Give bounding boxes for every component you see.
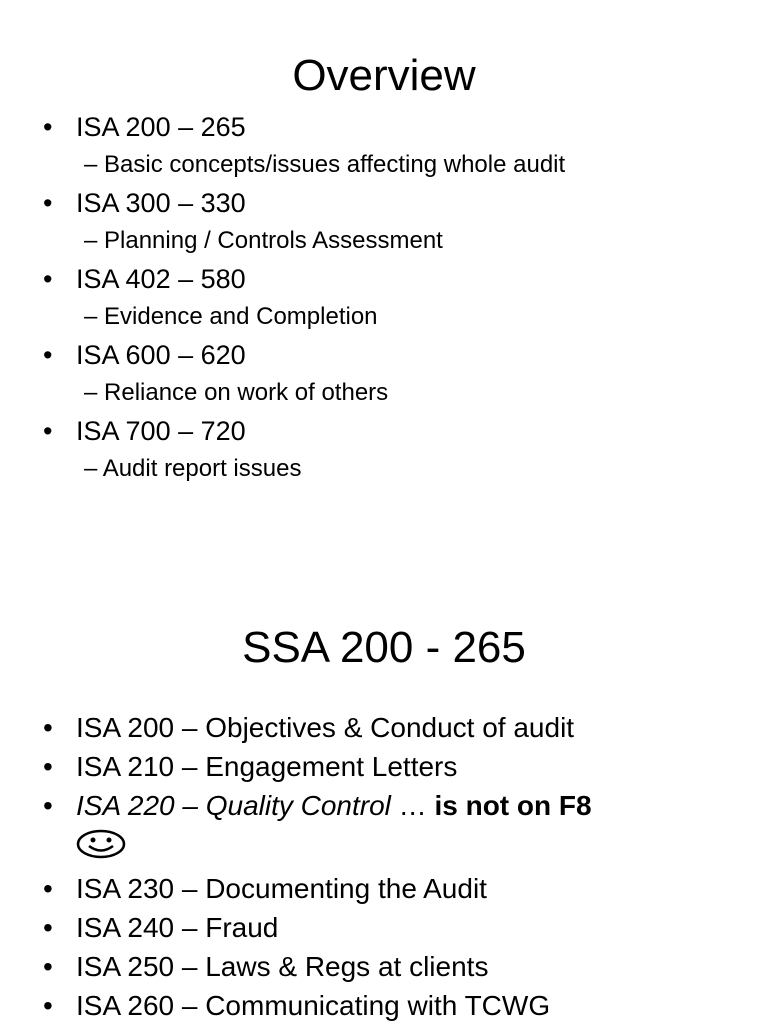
bullet-icon: • <box>43 112 53 142</box>
bullet-item <box>0 336 565 374</box>
list-item <box>0 986 592 1025</box>
list-item <box>0 786 592 869</box>
slide-title: Overview <box>292 51 476 100</box>
bullet-label: ISA 250 – Laws & Regs at clients <box>76 951 489 982</box>
bullet-label-ellipsis: … <box>390 790 435 821</box>
slide-overview <box>0 0 768 512</box>
bullet-item <box>0 412 565 450</box>
bullet-icon: • <box>43 416 53 446</box>
list-item <box>0 908 592 947</box>
bullet-icon: • <box>43 790 53 821</box>
slide-title: SSA 200 - 265 <box>242 623 526 672</box>
bullet-icon: • <box>43 912 53 943</box>
bullet-item <box>0 184 565 222</box>
bullet-label: ISA 402 – 580 <box>76 264 246 294</box>
bullet-label: ISA 600 – 620 <box>76 340 246 370</box>
bullet-label-bold: is not on F8 <box>434 790 592 821</box>
list-item <box>0 184 565 260</box>
bullet-icon: • <box>43 990 53 1021</box>
bullet-icon: • <box>43 188 53 218</box>
sub-bullet-item: – Evidence and Completion <box>84 303 378 330</box>
sub-bullet-item: – Audit report issues <box>84 455 302 482</box>
bullet-list <box>0 108 565 488</box>
list-item <box>0 747 592 786</box>
bullet-icon: • <box>43 873 53 904</box>
list-item <box>0 336 565 412</box>
list-item <box>0 260 565 336</box>
bullet-label: ISA 240 – Fraud <box>76 912 279 943</box>
slide-ssa-200-265 <box>0 512 768 1024</box>
bullet-list <box>0 708 592 1025</box>
bullet-icon: • <box>43 712 53 743</box>
bullet-label: ISA 200 – 265 <box>76 112 246 142</box>
sub-bullet-item: – Planning / Controls Assessment <box>84 227 443 254</box>
bullet-label: ISA 230 – Documenting the Audit <box>76 873 487 904</box>
smiley-face-icon <box>76 829 126 859</box>
bullet-item <box>0 260 565 298</box>
bullet-icon: • <box>43 751 53 782</box>
list-item <box>0 869 592 908</box>
sub-bullet-item: – Basic concepts/issues affecting whole audit <box>84 151 566 178</box>
bullet-icon: • <box>43 951 53 982</box>
bullet-label: ISA 700 – 720 <box>76 416 246 446</box>
list-item <box>0 412 565 488</box>
bullet-item <box>0 108 565 146</box>
bullet-label: ISA 300 – 330 <box>76 188 246 218</box>
list-item <box>0 108 565 184</box>
bullet-label-italic: ISA 220 – Quality Control <box>76 790 391 821</box>
list-item <box>0 947 592 986</box>
sub-bullet-item: – Reliance on work of others <box>84 379 389 406</box>
bullet-icon: • <box>43 264 53 294</box>
bullet-icon: • <box>43 340 53 370</box>
bullet-label: ISA 200 – Objectives & Conduct of audit <box>76 712 575 743</box>
bullet-label: ISA 260 – Communicating with TCWG <box>76 990 551 1021</box>
list-item <box>0 708 592 747</box>
bullet-label: ISA 210 – Engagement Letters <box>76 751 458 782</box>
